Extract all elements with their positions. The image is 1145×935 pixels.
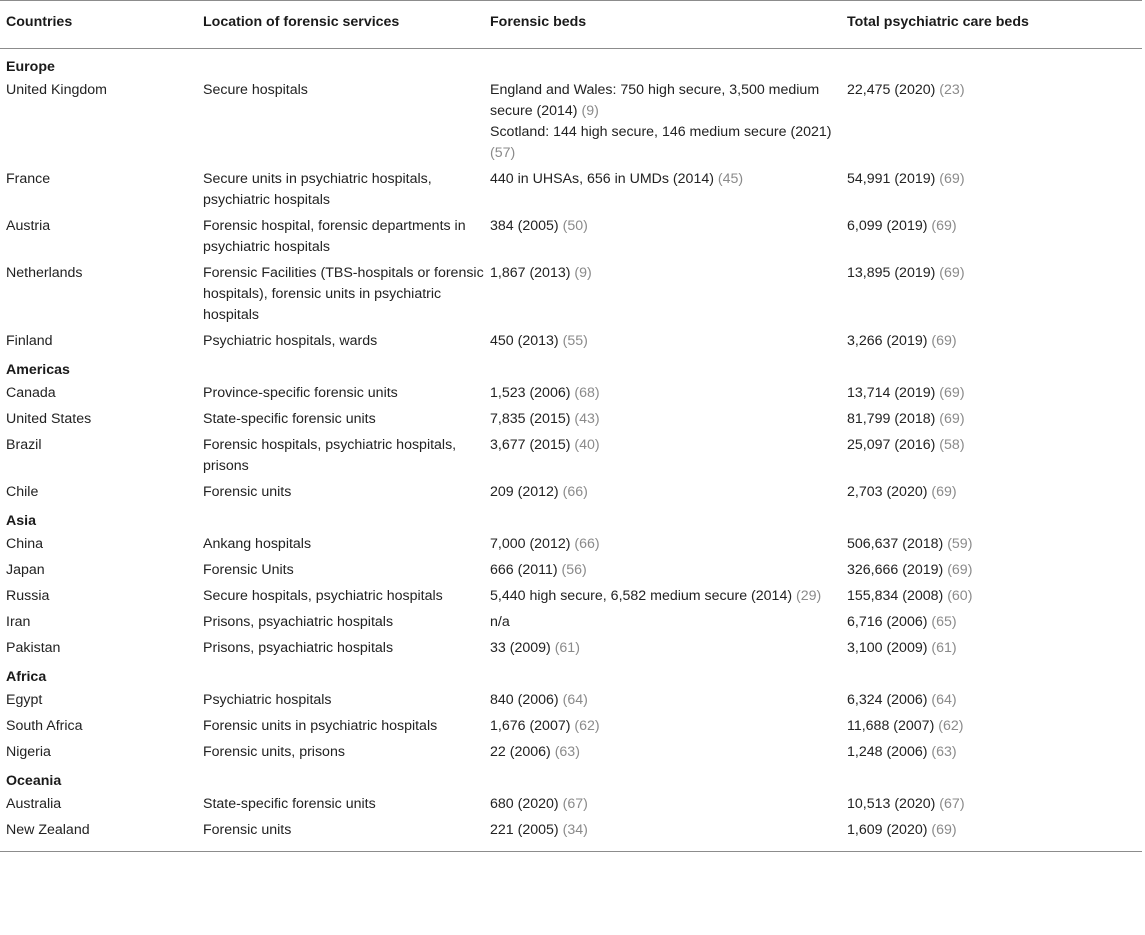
value-text: 450 (2013)	[490, 333, 563, 349]
reference-link[interactable]: (66)	[562, 484, 588, 500]
reference-link[interactable]: (67)	[562, 796, 588, 812]
table-row	[0, 480, 1142, 506]
table-body	[0, 49, 1142, 852]
table-row	[0, 584, 1142, 610]
reference-link[interactable]: (67)	[939, 796, 965, 812]
forensic-line	[490, 562, 587, 578]
country-cell: Japan	[6, 562, 45, 578]
reference-link[interactable]: (69)	[947, 562, 973, 578]
location-cell: Forensic hospital, forensic departments in psychiatric hospitals	[203, 218, 466, 255]
reference-number: 68	[579, 385, 595, 401]
country-cell: Canada	[6, 385, 56, 401]
location-cell: Prisons, psyachiatric hospitals	[203, 640, 394, 656]
total-beds-cell	[841, 433, 1142, 480]
table-row	[0, 329, 1142, 355]
total-beds-cell	[841, 214, 1142, 261]
reference-number: 69	[944, 265, 960, 281]
column-header-countries: Countries	[6, 14, 73, 30]
reference-number: 69	[951, 562, 968, 578]
reference-link[interactable]: (29)	[796, 588, 822, 604]
forensic-line	[490, 265, 592, 281]
value-text: 6,716 (2006)	[847, 614, 932, 630]
table-row	[0, 433, 1142, 480]
forensic-line	[490, 796, 588, 812]
location-cell: Forensic units in psychiatric hospitals	[203, 718, 438, 734]
forensic-beds-cell	[484, 740, 841, 766]
region-row	[0, 355, 1142, 381]
reference-number: 29	[800, 588, 817, 604]
country-cell: South Africa	[6, 718, 83, 734]
reference-number: 43	[579, 411, 595, 427]
country-cell: United Kingdom	[6, 82, 107, 98]
forensic-line	[490, 718, 600, 734]
country-cell: Chile	[6, 484, 39, 500]
country-cell: New Zealand	[6, 822, 90, 838]
table-row	[0, 740, 1142, 766]
reference-number: 66	[567, 484, 584, 500]
value-text: 440 in UHSAs, 656 in UMDs (2014)	[490, 171, 718, 187]
value-text: 7,000 (2012)	[490, 536, 575, 552]
total-beds-cell	[841, 818, 1142, 852]
forensic-line	[490, 385, 600, 401]
total-beds-cell	[841, 329, 1142, 355]
location-cell: Forensic Units	[203, 562, 294, 578]
region-name: Americas	[6, 362, 70, 378]
reference-link[interactable]: (34)	[562, 822, 588, 838]
region-row	[0, 49, 1142, 79]
location-cell: Secure units in psychiatric hospitals, psychiatric hospitals	[203, 171, 432, 208]
forensic-beds-cell	[484, 214, 841, 261]
reference-number: 69	[936, 218, 952, 234]
reference-number: 61	[936, 640, 952, 656]
region-row	[0, 662, 1142, 688]
reference-link[interactable]: (9)	[574, 265, 592, 281]
reference-link[interactable]: (56)	[561, 562, 587, 578]
reference-link[interactable]: (69)	[931, 484, 957, 500]
value-text: 3,100 (2009)	[847, 640, 932, 656]
location-cell: Forensic units	[203, 484, 292, 500]
reference-link[interactable]: (50)	[562, 218, 588, 234]
table-row	[0, 407, 1142, 433]
total-beds-cell	[841, 584, 1142, 610]
country-cell: Finland	[6, 333, 53, 349]
forensic-beds-cell	[484, 480, 841, 506]
value-text: 33 (2009)	[490, 640, 555, 656]
reference-number: 45	[722, 171, 739, 187]
reference-link[interactable]: (45)	[717, 171, 744, 187]
country-cell: China	[6, 536, 44, 552]
reference-number: 60	[951, 588, 968, 604]
country-cell: Egypt	[6, 692, 43, 708]
total-beds-cell	[841, 167, 1142, 214]
total-beds-cell	[841, 381, 1142, 407]
total-beds-cell	[841, 480, 1142, 506]
table-row	[0, 636, 1142, 662]
reference-number: 50	[567, 218, 584, 234]
location-cell: Forensic units, prisons	[203, 744, 345, 760]
forensic-beds-cell	[484, 78, 841, 167]
value-text: 384 (2005)	[490, 218, 563, 234]
reference-link[interactable]: (69)	[931, 218, 957, 234]
value-text: 10,513 (2020)	[847, 796, 940, 812]
forensic-beds-cell	[484, 532, 841, 558]
value-text: 3,266 (2019)	[847, 333, 932, 349]
forensic-line	[490, 692, 588, 708]
reference-link[interactable]: (69)	[931, 822, 957, 838]
value-text: 1,867 (2013)	[490, 265, 575, 281]
forensic-line	[490, 122, 841, 164]
total-beds-cell	[841, 636, 1142, 662]
reference-number: 56	[566, 562, 583, 578]
reference-number: 62	[942, 718, 959, 734]
region-row	[0, 506, 1142, 532]
value-text: 54,991 (2019)	[847, 171, 940, 187]
value-text: Scotland: 144 high secure, 146 medium secure (2021)	[490, 124, 832, 140]
reference-number: 55	[567, 333, 584, 349]
value-text: 680 (2020)	[490, 796, 563, 812]
reference-link[interactable]: (64)	[562, 692, 588, 708]
country-cell: Russia	[6, 588, 50, 604]
country-cell: Pakistan	[6, 640, 61, 656]
reference-link[interactable]: (58)	[939, 437, 965, 453]
reference-number: 62	[579, 718, 595, 734]
value-text: 5,440 high secure, 6,582 medium secure (2014)	[490, 588, 797, 604]
column-header-forensic-beds: Forensic beds	[490, 14, 587, 30]
value-text: 2,703 (2020)	[847, 484, 932, 500]
value-text: 22,475 (2020)	[847, 82, 940, 98]
forensic-line	[490, 744, 580, 760]
reference-number: 69	[936, 484, 952, 500]
reference-number: 57	[494, 145, 511, 161]
forensic-line	[490, 218, 588, 234]
reference-link[interactable]: (69)	[939, 171, 965, 187]
region-row	[0, 766, 1142, 792]
location-cell: Ankang hospitals	[203, 536, 312, 552]
reference-number: 66	[579, 536, 595, 552]
value-text: n/a	[490, 614, 510, 630]
reference-number: 65	[936, 614, 952, 630]
table-row	[0, 688, 1142, 714]
forensic-beds-cell	[484, 610, 841, 636]
value-text: 13,714 (2019)	[847, 385, 940, 401]
table-row	[0, 167, 1142, 214]
forensic-beds-cell	[484, 636, 841, 662]
country-cell: Australia	[6, 796, 62, 812]
location-cell: Psychiatric hospitals	[203, 692, 332, 708]
forensic-beds-cell	[484, 558, 841, 584]
total-beds-cell	[841, 407, 1142, 433]
table-row	[0, 532, 1142, 558]
forensic-beds-cell	[484, 818, 841, 852]
reference-link[interactable]: (63)	[554, 744, 580, 760]
reference-link[interactable]: (23)	[939, 82, 965, 98]
forensic-line	[490, 80, 841, 122]
forensic-line	[490, 640, 580, 656]
value-text: 7,835 (2015)	[490, 411, 575, 427]
region-name: Europe	[6, 59, 55, 75]
reference-number: 69	[936, 822, 952, 838]
forensic-beds-cell	[484, 329, 841, 355]
country-cell: Nigeria	[6, 744, 51, 760]
reference-number: 34	[567, 822, 584, 838]
location-cell: Forensic Facilities (TBS-hospitals or forensic hospitals), forensic units in psychiatric hospitals	[203, 265, 484, 323]
forensic-beds-cell	[484, 381, 841, 407]
region-name: Asia	[6, 513, 36, 529]
country-cell: France	[6, 171, 51, 187]
location-cell: State-specific forensic units	[203, 796, 376, 812]
country-cell: Netherlands	[6, 265, 83, 281]
value-text: 840 (2006)	[490, 692, 563, 708]
reference-link[interactable]: (9)	[581, 103, 599, 119]
reference-link[interactable]: (69)	[939, 265, 965, 281]
value-text: 506,637 (2018)	[847, 536, 948, 552]
reference-link[interactable]: (62)	[938, 718, 964, 734]
reference-number: 9	[586, 103, 595, 119]
region-name: Oceania	[6, 773, 62, 789]
total-beds-cell	[841, 792, 1142, 818]
value-text: 1,248 (2006)	[847, 744, 932, 760]
forensic-line	[490, 588, 821, 604]
forensic-line	[490, 536, 600, 552]
table-row	[0, 818, 1142, 852]
reference-number: 9	[579, 265, 588, 281]
forensic-beds-cell	[484, 167, 841, 214]
reference-link[interactable]: (60)	[947, 588, 973, 604]
forensic-beds-cell	[484, 792, 841, 818]
forensic-beds-cell	[484, 584, 841, 610]
forensic-line	[490, 333, 588, 349]
forensic-line	[490, 437, 600, 453]
country-cell: Austria	[6, 218, 51, 234]
value-text: 25,097 (2016)	[847, 437, 940, 453]
reference-number: 63	[559, 744, 576, 760]
value-text: 326,666 (2019)	[847, 562, 948, 578]
reference-number: 67	[944, 796, 960, 812]
reference-link[interactable]: (69)	[931, 333, 957, 349]
reference-link[interactable]: (68)	[574, 385, 600, 401]
table-row	[0, 78, 1142, 167]
reference-number: 58	[944, 437, 960, 453]
reference-number: 64	[936, 692, 952, 708]
forensic-line	[490, 411, 600, 427]
forensic-line	[490, 171, 743, 187]
reference-link[interactable]: (62)	[574, 718, 600, 734]
total-beds-cell	[841, 558, 1142, 584]
location-cell: Secure hospitals, psychiatric hospitals	[203, 588, 443, 604]
value-text: 3,677 (2015)	[490, 437, 575, 453]
country-cell: Iran	[6, 614, 31, 630]
forensic-line	[490, 614, 510, 630]
forensic-beds-cell	[484, 407, 841, 433]
reference-link[interactable]: (55)	[562, 333, 588, 349]
forensic-beds-cell	[484, 688, 841, 714]
region-name: Africa	[6, 669, 47, 685]
reference-number: 69	[944, 385, 960, 401]
table-row	[0, 714, 1142, 740]
value-text: 81,799 (2018)	[847, 411, 940, 427]
value-text: 13,895 (2019)	[847, 265, 940, 281]
total-beds-cell	[841, 78, 1142, 167]
forensic-beds-cell	[484, 714, 841, 740]
column-header-location: Location of forensic services	[203, 14, 400, 30]
reference-number: 40	[579, 437, 595, 453]
country-cell: Brazil	[6, 437, 42, 453]
location-cell: Psychiatric hospitals, wards	[203, 333, 378, 349]
total-beds-cell	[841, 740, 1142, 766]
value-text: England and Wales: 750 high secure, 3,500 medium secure (2014)	[490, 82, 820, 119]
reference-number: 69	[944, 411, 960, 427]
total-beds-cell	[841, 261, 1142, 329]
location-cell: Province-specific forensic units	[203, 385, 398, 401]
reference-link[interactable]: (65)	[931, 614, 957, 630]
reference-number: 69	[936, 333, 952, 349]
value-text: 209 (2012)	[490, 484, 563, 500]
location-cell: Forensic units	[203, 822, 292, 838]
forensic-line	[490, 822, 588, 838]
reference-link[interactable]: (61)	[931, 640, 957, 656]
value-text: 11,688 (2007)	[847, 718, 939, 734]
reference-link[interactable]: (57)	[490, 145, 516, 161]
total-beds-cell	[841, 714, 1142, 740]
total-beds-cell	[841, 610, 1142, 636]
table-row	[0, 261, 1142, 329]
value-text: 155,834 (2008)	[847, 588, 948, 604]
value-text: 666 (2011)	[490, 562, 562, 578]
reference-number: 69	[944, 171, 960, 187]
value-text: 6,099 (2019)	[847, 218, 932, 234]
reference-number: 23	[944, 82, 960, 98]
location-cell: State-specific forensic units	[203, 411, 376, 427]
forensic-line	[490, 484, 588, 500]
forensic-beds-cell	[484, 261, 841, 329]
country-cell: United States	[6, 411, 92, 427]
location-cell: Prisons, psyachiatric hospitals	[203, 614, 394, 630]
reference-link[interactable]: (61)	[554, 640, 580, 656]
reference-link[interactable]: (66)	[574, 536, 600, 552]
forensic-beds-cell	[484, 433, 841, 480]
column-header-total-beds: Total psychiatric care beds	[847, 14, 1029, 30]
reference-link[interactable]: (59)	[947, 536, 973, 552]
table-row	[0, 792, 1142, 818]
value-text: 1,676 (2007)	[490, 718, 575, 734]
reference-link[interactable]: (69)	[939, 411, 965, 427]
value-text: 1,523 (2006)	[490, 385, 575, 401]
reference-number: 61	[559, 640, 576, 656]
value-text: 221 (2005)	[490, 822, 563, 838]
total-beds-cell	[841, 688, 1142, 714]
location-cell: Secure hospitals	[203, 82, 308, 98]
value-text: 22 (2006)	[490, 744, 555, 760]
location-cell: Forensic hospitals, psychiatric hospitals, prisons	[203, 437, 457, 474]
table-row	[0, 214, 1142, 261]
total-beds-cell	[841, 532, 1142, 558]
reference-number: 59	[951, 536, 968, 552]
table-row	[0, 381, 1142, 407]
table-row	[0, 558, 1142, 584]
reference-link[interactable]: (40)	[574, 437, 600, 453]
reference-link[interactable]: (63)	[931, 744, 957, 760]
value-text: 6,324 (2006)	[847, 692, 932, 708]
reference-number: 63	[936, 744, 952, 760]
reference-link[interactable]: (43)	[574, 411, 600, 427]
reference-number: 67	[567, 796, 584, 812]
table-row	[0, 610, 1142, 636]
reference-link[interactable]: (69)	[939, 385, 965, 401]
reference-link[interactable]: (64)	[931, 692, 957, 708]
reference-number: 64	[567, 692, 584, 708]
table-header-row	[0, 1, 1142, 49]
value-text: 1,609 (2020)	[847, 822, 932, 838]
